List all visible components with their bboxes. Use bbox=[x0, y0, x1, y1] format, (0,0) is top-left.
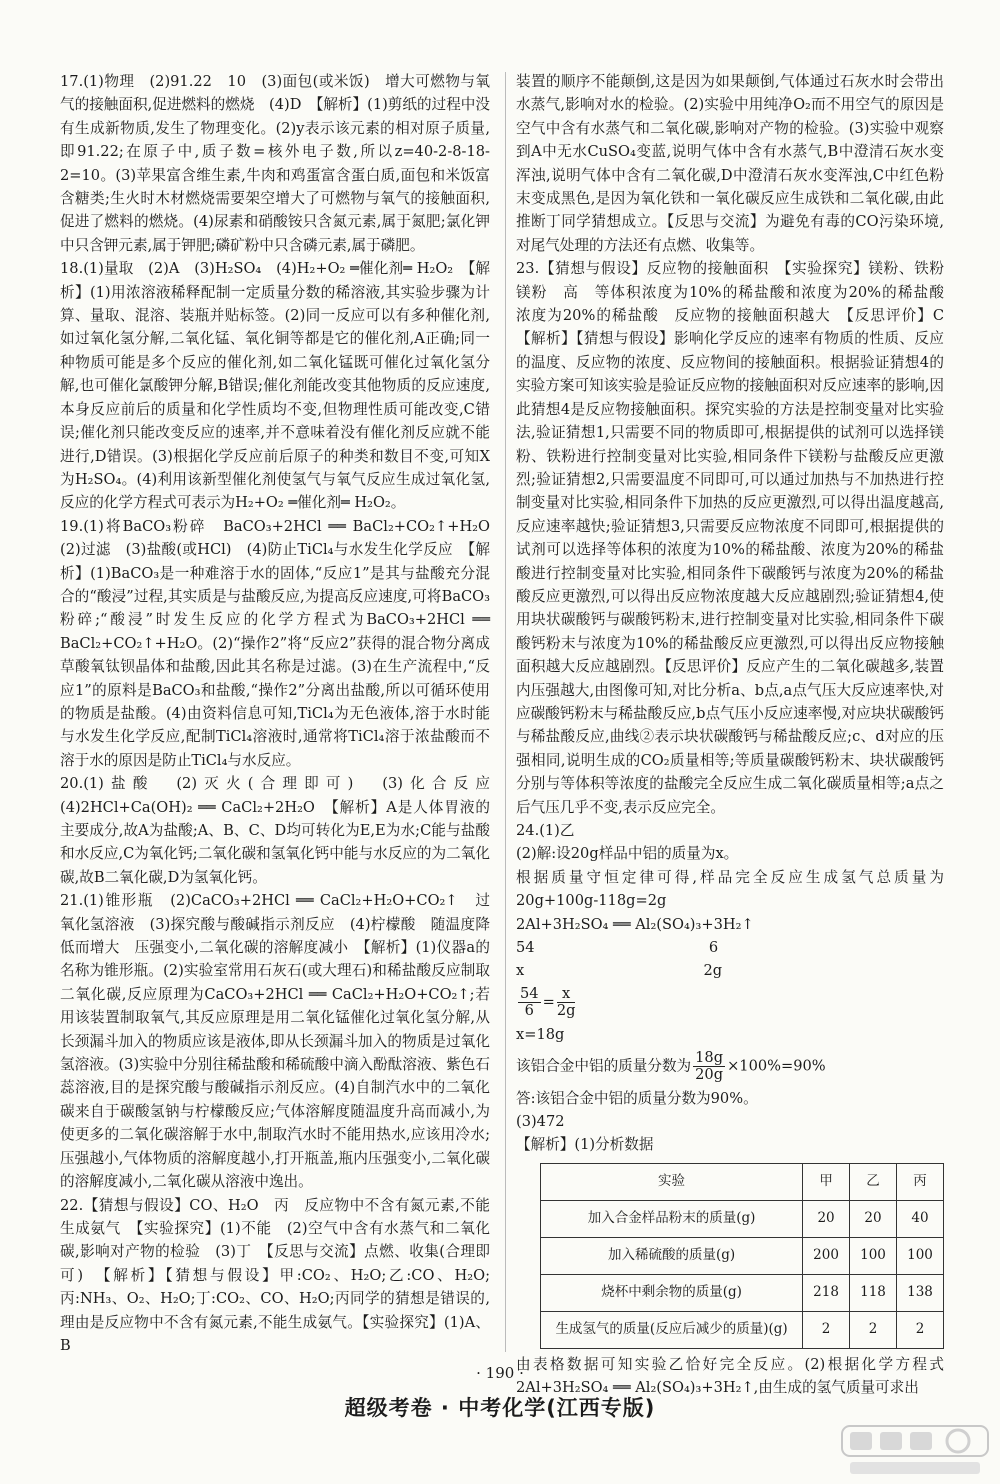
answer-q24-part2-setup: (2)解:设20g样品中铝的质量为x。 bbox=[516, 845, 739, 863]
data-table bbox=[540, 1163, 944, 1349]
ratio-al-mass: 54 bbox=[516, 938, 535, 956]
table-cell: 118 bbox=[850, 1274, 897, 1311]
page-number: · 190 · bbox=[476, 1364, 524, 1382]
answer-q23: 23.【猜想与假设】反应物的接触面积 【实验探究】镁粉、铁粉 镁粉 高 等体积浓度为10%的稀盐酸和浓度为20%的稀盐酸 浓度为20%的稀盐酸 反应物的接触面积越大 【反思评价】C 【解析】【猜想与假设】影响化学反应的速率有物质的性质、反应的温度、反应物的浓度、反应物间的接触面积。根据验证猜想4的实验方案可知该实验是验证反应物的接触面积对反应速率的影响,因此猜想4是反应物接触面积。探究实验的方法是控制变量对比实验法,验证猜想1,只需要不同的物质即可,根据提供的试剂可以选择镁粉、铁粉进行控制变量对比实验,相同条件下镁粉与盐酸反应更激烈;验证猜想2,只需要温度不同即可,可以通过加热与不加热进行控制变量对比实验,相同条件下加热的反应更激烈,可以得出温度越高,反应速率越快;验证猜想3,只需要反应物浓度不同即可,根据提供的试剂可以选择等体积的浓度为10%的稀盐酸、浓度为20%的稀盐酸进行控制变量对比实验,相同条件下碳酸钙与浓度为20%的稀盐酸反应更激烈,可以得出反应物浓度越大反应越剧烈;验证猜想4,使用块状碳酸钙与碳酸钙粉末,进行控制变量对比实验,相同条件下碳酸钙粉末与浓度为10%的稀盐酸反应更激烈,可以得出反应物接触面积越大反应越剧烈。【反思评价】反应产生的二氧化碳越多,装置内压强越大,由图像可知,对比分析a、b点,a点气压大反应速率快,对应碳酸钙粉末与稀盐酸反应,b点气压小反应速率慢,对应块状碳酸钙与稀盐酸反应,曲线②表示块状碳酸钙与稀盐酸反应;c、d对应的压强相同,说明生成的CO₂质量相等;等质量碳酸钙粉末、块状碳酸钙分别与等体积等浓度的盐酸完全反应生成二氧化碳质量相等;a点之后气压几乎不变,表示反应完全。 bbox=[516, 260, 959, 816]
answer-q22: 22.【猜想与假设】CO、H₂O 丙 反应物中不含有氮元素,不能生成氨气 【实验探究】(1)不能 (2)空气中含有水蒸气和二氧化碳,影响对产物的检验 (3)丁 【反思与交流】点燃、收集(合理即可) 【解析】【猜想与假设】甲:CO₂、H₂O;乙:CO、H₂O;丙:NH₃、O₂、H₂O;丁:CO₂、CO、H₂O;丙同学的猜想是错误的,理由是反应物中不含有氮元素,不能生成氨气。【实验探究】(1)A、B bbox=[60, 1196, 490, 1354]
chemical-equation: 2Al+3H₂SO₄ ══ Al₂(SO₄)₃+3H₂↑ bbox=[516, 915, 754, 933]
table-cell: 200 bbox=[803, 1237, 850, 1274]
table-cell: 20 bbox=[803, 1200, 850, 1237]
answer-q24-part1: 24.(1)乙 bbox=[516, 822, 575, 839]
table-header: 丙 bbox=[897, 1163, 944, 1200]
table-row bbox=[541, 1200, 944, 1237]
answer-q24-part3: (3)472 bbox=[516, 1113, 565, 1131]
table-row bbox=[541, 1237, 944, 1274]
x-result: x=18g bbox=[516, 1025, 565, 1043]
right-column bbox=[516, 70, 959, 1400]
answer-q18: 18.(1)量取 (2)A (3)H₂SO₄ (4)H₂+O₂ ═催化剂═ H₂O₂ 【解析】(1)用浓溶液稀释配制一定质量分数的稀溶液,其实验步骤为计算、量取、混溶、装瓶并贴标签。(2)同一反应可以有多种催化剂,如过氧化氢分解,二氧化锰、氧化铜等都是它的催化剂,A正确;同一种物质可能是多个反应的催化剂,如二氧化锰既可催化过氧化氢分解,也可催化氯酸钾分解,B错误;催化剂能改变其他物质的反应速度,本身反应前后的质量和化学性质均不变,但物理性质可能改变,C错误;催化剂只能改变反应的速率,并不意味着没有催化剂反应就不能进行,D错误。(3)根据化学反应前后原子的种类和数目不变,可知X为H₂SO₄。(4)利用该新型催化剂使氢气与氧气反应生成过氧化氢,反应的化学方程式可表示为H₂+O₂ ═催化剂═ H₂O₂。 bbox=[60, 260, 490, 512]
equation-ratio-row-2 bbox=[516, 959, 944, 982]
table-cell: 加入稀硫酸的质量(g) bbox=[541, 1237, 803, 1274]
table-cell: 218 bbox=[803, 1274, 850, 1311]
ratio-2g: 2g bbox=[703, 961, 723, 979]
table-cell: 100 bbox=[850, 1237, 897, 1274]
proportion-equation: $\frac{54}{6}$ = $\frac{x}{2g}$ bbox=[520, 984, 576, 1019]
analysis-label: 【解析】(1)分析数据 bbox=[516, 1136, 654, 1154]
fraction-percentage: $\frac{18g}{20g}$ bbox=[695, 1048, 724, 1083]
table-cell: 烧杯中剩余物的质量(g) bbox=[541, 1274, 803, 1311]
table-cell: 40 bbox=[897, 1200, 944, 1237]
table-cell: 138 bbox=[897, 1274, 944, 1311]
answer-statement: 答:该铝合金中铝的质量分数为90%。 bbox=[516, 1089, 758, 1107]
table-header: 实验 bbox=[541, 1163, 803, 1200]
table-header: 甲 bbox=[803, 1163, 850, 1200]
table-row bbox=[541, 1311, 944, 1348]
answer-q20: 20.(1)盐酸 (2)灭火(合理即可) (3)化合反应 (4)2HCl+Ca(OH)₂ ══ CaCl₂+2H₂O 【解析】A是人体胃液的主要成分,故A为盐酸;A、B、C、D均可转化为E,E为水;C能与盐酸和水反应,C为氧化钙;二氧化碳和氢氧化钙中能与水反应的为二氧化碳,故B二氧化碳,D为氢氧化钙。 bbox=[60, 775, 505, 886]
table-header-row bbox=[541, 1163, 944, 1200]
table-cell: 20 bbox=[850, 1200, 897, 1237]
equation-ratio-row-1 bbox=[516, 936, 944, 959]
answer-q22-continued: 装置的顺序不能颠倒,这是因为如果颠倒,气体通过石灰水时会带出水蒸气,影响对水的检验。(2)实验中用纯净O₂而不用空气的原因是空气中含有水蒸气和二氧化碳,影响对产物的检验。(3)实验中观察到A中无水CuSO₄变蓝,说明气体中含有水蒸气,B中澄清石灰水变浑浊,说明气体中含有二氧化碳,D中澄清石灰水变浑浊,C中红色粉末变成黑色,是因为氧化铁和一氧化碳反应生成铁和二氧化碳,由此推断丁同学猜想成立。【反思与交流】为避免有毒的CO污染环境,对尾气处理的方法还有点燃、收集等。 bbox=[516, 73, 944, 254]
table-cell: 2 bbox=[850, 1311, 897, 1348]
answer-q24-part2-mass: 根据质量守恒定律可得,样品完全反应生成氢气总质量为20g+100g-118g=2g bbox=[516, 868, 944, 910]
answer-q24-tail: 由表格数据可知实验乙恰好完全反应。(2)根据化学方程式2Al+3H₂SO₄ ══ Al₂(SO₄)₃+3H₂↑,由生成的氢气质量可求出 bbox=[516, 1355, 944, 1397]
answer-q19: 19.(1)将BaCO₃粉碎 BaCO₃+2HCl ══ BaCl₂+CO₂↑+H₂O (2)过滤 (3)盐酸(或HCl) (4)防止TiCl₄与水发生化学反应 【解析】(1)BaCO₃是一种难溶于水的固体,“反应1”是其与盐酸充分混合的“酸浸”过程,其实质是与盐酸反应,为提高反应速度,可将BaCO₃粉碎;“酸浸”时发生反应的化学方程式为BaCO₃+2HCl ══ BaCl₂+CO₂↑+H₂O。(2)“操作2”将“反应2”获得的混合物分离成草酸氧钛钡晶体和盐酸,因此其名称是过滤。(3)在生产流程中,“反应1”的原料是BaCO₃和盐酸,“操作2”分离出盐酸,所以可循环使用的物质是盐酸。(4)由资料信息可知,TiCl₄为无色液体,溶于水时能与水发生化学反应,配制TiCl₄溶液时,通常将TiCl₄溶于浓盐酸而不溶于水的原因是防止TiCl₄与水反应。 bbox=[60, 517, 505, 769]
table-cell: 2 bbox=[803, 1311, 850, 1348]
fraction-lhs: $\frac{54}{6}$ bbox=[520, 984, 539, 1019]
left-column bbox=[60, 70, 505, 1357]
percentage-line: 该铝合金中铝的质量分数为 $\frac{18g}{20g}$ ×100%=90% bbox=[516, 1048, 826, 1083]
fraction-rhs: $\frac{x}{2g}$ bbox=[556, 984, 576, 1019]
answer-q17: 17.(1)物理 (2)91.22 10 (3)面包(或米饭) 增大可燃物与氧气的接触面积,促进燃料的燃烧 (4)D 【解析】(1)剪纸的过程中没有生成新物质,发生了物理变化。(2)y表示该元素的相对原子质量,即91.22;在原子中,质子数=核外电子数,所以z=40-2-8-18-2=10。(3)苹果富含维生素,牛肉和鸡蛋富含蛋白质,面包和米饭富含糖类;生火时木材燃烧需要架空增大了可燃物与氧气的接触面积,促进了燃料的燃烧。(4)尿素和硝酸铵只含氮元素,属于氮肥;氯化钾中只含钾元素,属于钾肥;磷矿粉中只含磷元素,属于磷肥。 bbox=[60, 73, 490, 254]
answer-q21: 21.(1)锥形瓶 (2)CaCO₃+2HCl ══ CaCl₂+H₂O+CO₂↑ 过氧化氢溶液 (3)探究酸与酸碱指示剂反应 (4)柠檬酸 随温度降低而增大 压强变小,二氧化碳的溶解度减小 【解析】(1)仪器a的名称为锥形瓶。(2)实验室常用石灰石(或大理石)和稀盐酸反应制取二氧化碳,反应原理为CaCO₃+2HCl ══ CaCl₂+H₂O+CO₂↑;若用该装置制取氧气,其反应原理是用二氧化锰催化过氧化氢分解,从长颈漏斗加入的物质应该是液体,即从长颈漏斗加入的物质是过氧化氢溶液。(3)实验中分别往稀盐酸和稀硫酸中滴入酚酞溶液、紫色石蕊溶液,目的是探究酸与酸碱指示剂反应。(4)自制汽水中的二氧化碳来自于碳酸氢钠与柠檬酸反应;气体溶解度随温度升高而减小,为使更多的二氧化碳溶解于水中,制取汽水时不能用热水,应该用冷水;压强越小,气体物质的溶解度越小,打开瓶盖,瓶内压强变小,二氧化碳的溶解度减小,二氧化碳从溶液中逸出。 bbox=[60, 892, 490, 1191]
footer-title: 超级考卷 · 中考化学(江西专版) bbox=[344, 1396, 656, 1420]
ratio-x: x bbox=[516, 961, 525, 979]
table-header: 乙 bbox=[850, 1163, 897, 1200]
ratio-h2-mass: 6 bbox=[708, 938, 719, 956]
table-cell: 2 bbox=[897, 1311, 944, 1348]
table-cell: 加入合金样品粉末的质量(g) bbox=[541, 1200, 803, 1237]
watermark-logo-icon bbox=[840, 1422, 990, 1478]
table-row bbox=[541, 1274, 944, 1311]
table-cell: 100 bbox=[897, 1237, 944, 1274]
table-cell: 生成氢气的质量(反应后减少的质量)(g) bbox=[541, 1311, 803, 1348]
column-divider bbox=[505, 72, 506, 1352]
